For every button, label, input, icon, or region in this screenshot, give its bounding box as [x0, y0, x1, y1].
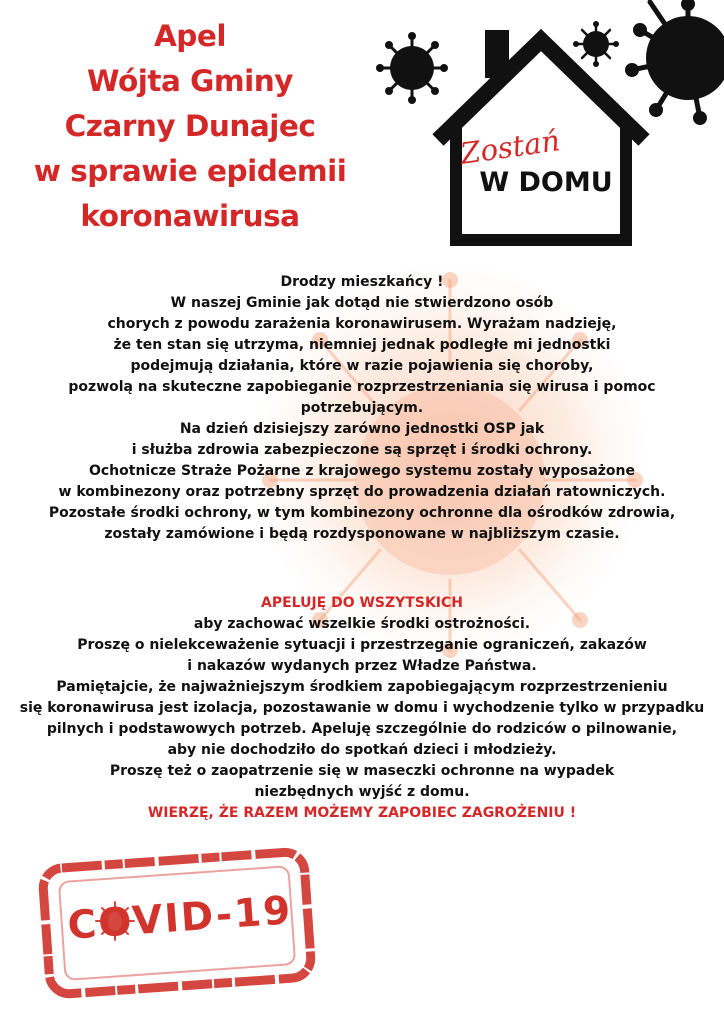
- covid-stamp-text: COVID-19: [66, 888, 294, 949]
- page-title: [0, 14, 380, 239]
- title-line: w sprawie epidemii: [33, 154, 347, 188]
- text-line: Na dzień dzisiejszy zarówno jednostki OSP jak: [179, 421, 545, 437]
- title-line: koronawirusa: [80, 199, 300, 233]
- text-line: Drodzy mieszkańcy !: [280, 274, 444, 290]
- text-line: zostały zamówione i będą rozdysponowane w najbliższym czasie.: [104, 526, 620, 542]
- text-line: aby zachować wszelkie środki ostrożności.: [193, 616, 531, 632]
- text-line: że ten stan się utrzyma, niemniej jednak podległe mi jednostki: [113, 337, 611, 353]
- text-line: Proszę o nielekceważenie sytuacji i przestrzeganie ograniczeń, zakazów: [77, 637, 647, 653]
- text-line: pilnych i podstawowych potrzeb. Apeluję szczególnie do rodziców o pilnowanie,: [46, 721, 678, 737]
- text-line: niezbędnych wyjść z domu.: [254, 784, 470, 800]
- title-line: Wójta Gminy: [87, 64, 293, 98]
- text-line: pozwolą na skuteczne zapobieganie rozprzestrzeniania się wirusa i pomoc: [68, 379, 656, 395]
- at-home-label: W DOMU: [479, 167, 613, 198]
- text-line: Pamiętajcie, że najważniejszym środkiem zapobiegającym rozprzestrzenieniu: [56, 679, 668, 695]
- virus-icon-large: [625, 0, 724, 125]
- title-line: Czarny Dunajec: [64, 109, 316, 143]
- text-line: podejmują działania, które w razie pojawienia się choroby,: [130, 358, 594, 374]
- virus-icon-left: [376, 32, 448, 104]
- text-line: Proszę też o zaopatrzenie się w maseczki ochronne na wypadek: [109, 763, 615, 779]
- text-line: W naszej Gminie jak dotąd nie stwierdzono osób: [170, 295, 554, 311]
- text-line: chorych z powodu zarażenia koronawirusem. Wyrażam nadzieję,: [107, 316, 617, 332]
- handwritten-stay-label: Zostań: [458, 123, 563, 171]
- text-line: w kombinezony oraz potrzebny sprzęt do prowadzenia działań ratowniczych.: [58, 484, 666, 500]
- text-line: Ochotnicze Straże Pożarne z krajowego systemu zostały wyposażone: [88, 463, 635, 479]
- text-line: Pozostałe środki ochrony, w tym kombinezony ochronne dla ośrodków zdrowia,: [48, 505, 676, 521]
- body-paragraph-2: [0, 593, 724, 824]
- text-line: i służba zdrowia zabezpieczone są sprzęt i środki ochrony.: [131, 442, 593, 458]
- text-line: się koronawirusa jest izolacja, pozostawanie w domu i wychodzenie tylko w przypadku: [19, 700, 705, 716]
- text-line: aby nie dochodziło do spotkań dzieci i młodzieży.: [167, 742, 557, 758]
- title-line: Apel: [153, 19, 227, 53]
- body-paragraph-1: [0, 272, 724, 545]
- appeal-heading: APELUJĘ DO WSZYTSKICH: [261, 595, 463, 611]
- text-line: i nakazów wydanych przez Władze Państwa.: [187, 658, 537, 674]
- virus-icon-small: [573, 21, 619, 67]
- text-line: potrzebującym.: [300, 400, 424, 416]
- closing-statement: WIERZĘ, ŻE RAZEM MOŻEMY ZAPOBIEC ZAGROŻENIU !: [147, 805, 577, 821]
